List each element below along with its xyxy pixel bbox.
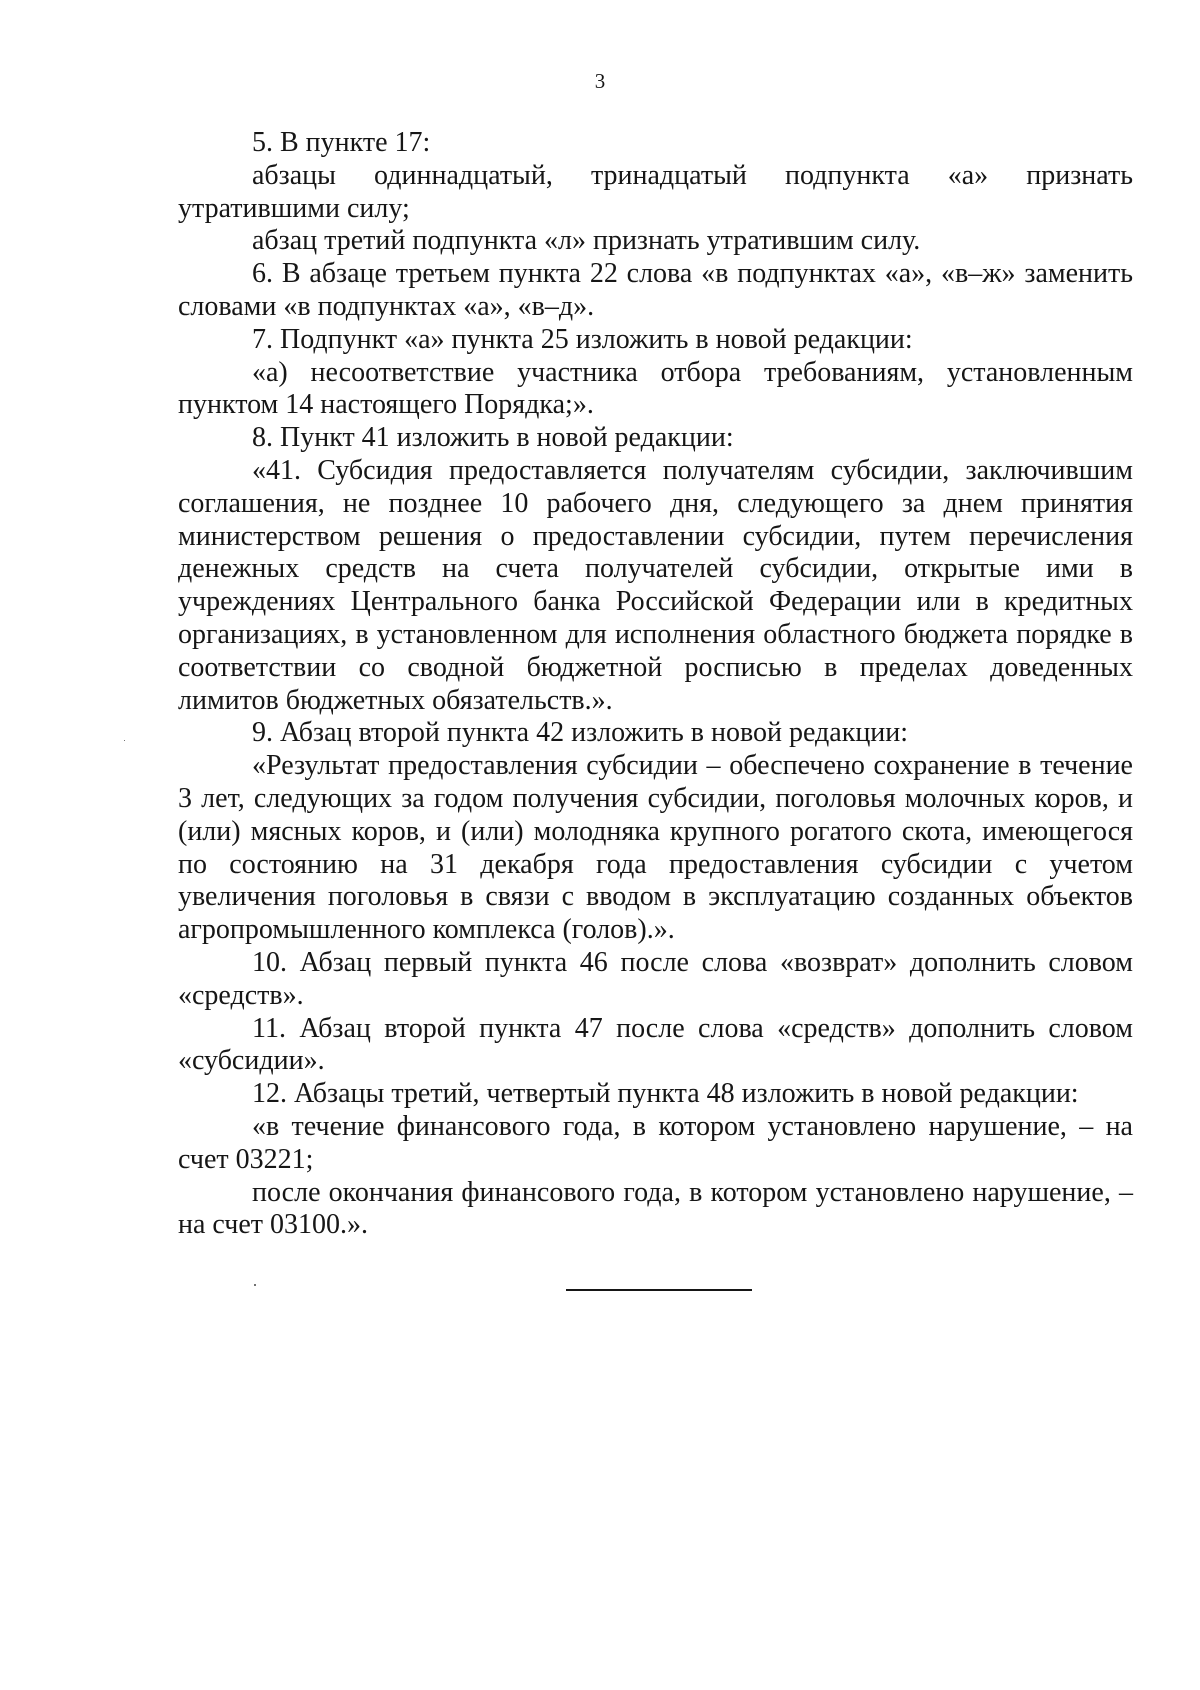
document-body xyxy=(178,127,1133,1242)
paragraph-item-9: 9. Абзац второй пункта 42 изложить в новой редакции: xyxy=(252,717,909,749)
paragraph-item-10: 10. Абзац первый пункта 46 после слова «возврат» дополнить словом «средств». xyxy=(178,946,1133,1011)
paragraph-item-5-subitem-2: абзац третий подпункта «л» признать утратившим силу. xyxy=(252,225,921,257)
paragraph-item-7-text: «а) несоответствие участника отбора требованиям, установленным пунктом 14 настоящего Порядка;». xyxy=(178,356,1133,421)
paragraph-item-12-text-2: после окончания финансового года, в котором установлено нарушение, – на счет 03100.». xyxy=(178,1176,1133,1241)
paragraph-item-11: 11. Абзац второй пункта 47 после слова «средств» дополнить словом «субсидии». xyxy=(178,1012,1133,1077)
scan-speck xyxy=(124,740,125,741)
paragraph-item-7: 7. Подпункт «а» пункта 25 изложить в новой редакции: xyxy=(252,323,913,355)
paragraph-item-5-subitem-1: абзацы одиннадцатый, тринадцатый подпункта «а» признать утратившими силу; xyxy=(178,159,1133,224)
paragraph-item-12-text-1: «в течение финансового года, в котором установлено нарушение, – на счет 03221; xyxy=(178,1110,1133,1175)
paragraph-item-9-text: «Результат предоставления субсидии – обеспечено сохранение в течение 3 лет, следующих за годом получения субсидии, поголовья молочных коров, и (или) мясных коров, и (или) молодняка крупного рогатого скота, имеющегося по состоянию на 31 декабря года предоставления субсидии с учетом увеличения поголовья в связи с вводом в эксплуатацию созданных объектов агропромышленного комплекса (голов).». xyxy=(178,750,1133,946)
paragraph-item-8: 8. Пункт 41 изложить в новой редакции: xyxy=(252,422,734,454)
paragraph-item-5: 5. В пункте 17: xyxy=(252,127,431,158)
end-of-text-rule xyxy=(566,1289,752,1291)
scan-speck xyxy=(254,1284,256,1286)
paragraph-item-12: 12. Абзацы третий, четвертый пункта 48 изложить в новой редакции: xyxy=(252,1078,1079,1110)
page-number: 3 xyxy=(594,69,606,93)
paragraph-item-6: 6. В абзаце третьем пункта 22 слова «в подпунктах «а», «в–ж» заменить словами «в подпунктах «а», «в–д». xyxy=(178,258,1133,322)
paragraph-item-8-text: «41. Субсидия предоставляется получателям субсидии, заключившим соглашения, не позднее 10 рабочего дня, следующего за днем принятия министерством решения о предоставлении субсидии, путем перечисления денежных средств на счета получателей субсидии, открытые ими в учреждениях Центрального банка Российской Федерации или в кредитных организациях, в установленном для исполнения областного бюджета порядке в соответствии со сводной бюджетной росписью в пределах доведенных лимитов бюджетных обязательств.». xyxy=(178,454,1133,716)
